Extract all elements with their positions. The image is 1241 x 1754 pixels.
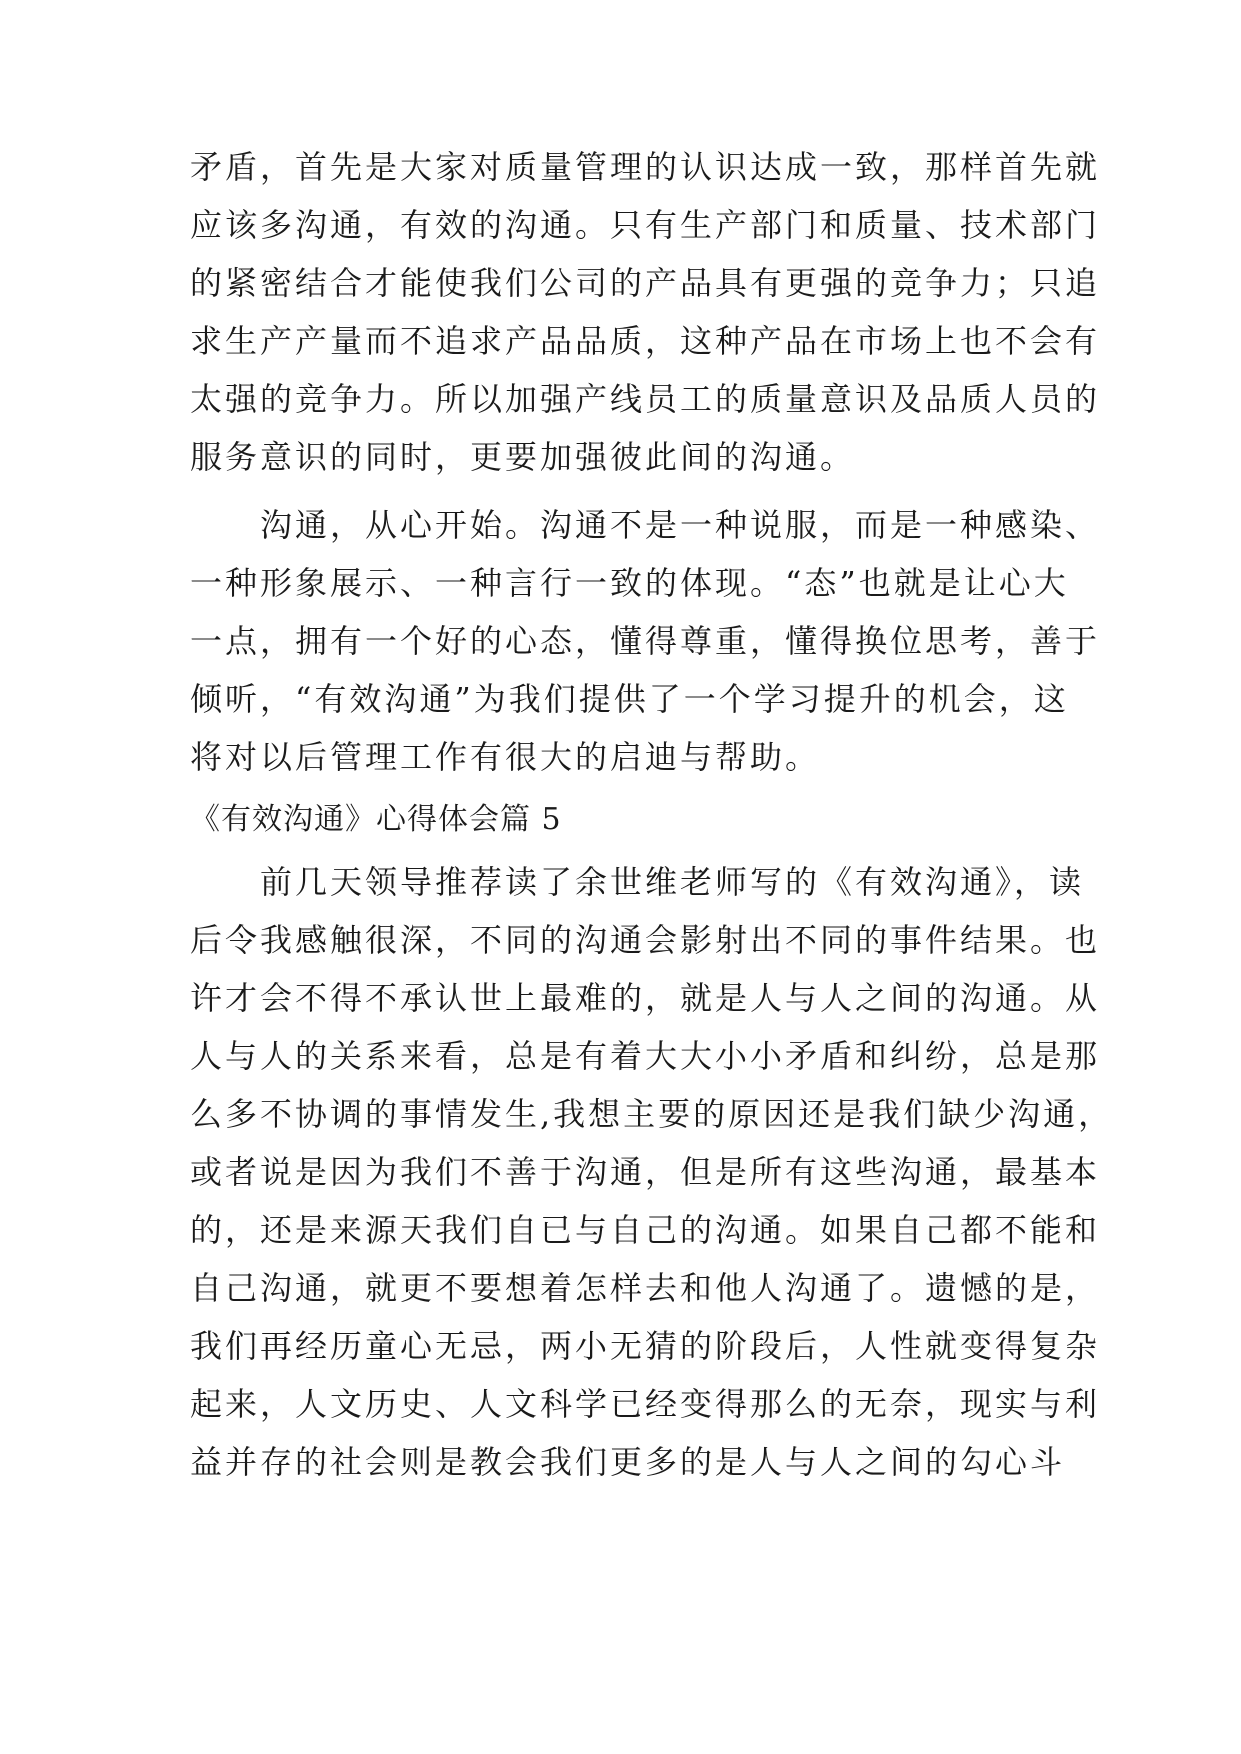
text-line: 沟通，从心开始。沟通不是一种说服，而是一种感染、 xyxy=(190,506,1101,544)
text-line: 许才会不得不承认世上最难的，就是人与人之间的沟通。从 xyxy=(190,979,1101,1017)
text-line: 一点，拥有一个好的心态，懂得尊重，懂得换位思考，善于 xyxy=(190,622,1101,660)
text-line: 起来，人文历史、人文科学已经变得那么的无奈，现实与利 xyxy=(190,1385,1101,1423)
text-line: 的紧密结合才能使我们公司的产品具有更强的竞争力；只追 xyxy=(190,264,1101,302)
text-line: 益并存的社会则是教会我们更多的是人与人之间的勾心斗 xyxy=(190,1443,1066,1481)
text-line: 一种形象展示、一种言行一致的体现。“态”也就是让心大 xyxy=(190,564,1069,602)
paragraph-essay-5 xyxy=(190,853,1114,1491)
text-line: 矛盾，首先是大家对质量管理的认识达成一致，那样首先就 xyxy=(190,148,1101,186)
text-line: 我们再经历童心无忌，两小无猜的阶段后，人性就变得复杂 xyxy=(190,1327,1101,1365)
text-line: 的，还是来源天我们自已与自己的沟通。如果自己都不能和 xyxy=(190,1211,1101,1249)
text-line: 将对以后管理工作有很大的启迪与帮助。 xyxy=(190,738,821,776)
text-line: 么多不协调的事情发生,我想主要的原因还是我们缺少沟通， xyxy=(190,1095,1114,1133)
text-line: 倾听，“有效沟通”为我们提供了一个学习提升的机会，这 xyxy=(190,680,1069,718)
text-line: 后令我感触很深，不同的沟通会影射出不同的事件结果。也 xyxy=(190,921,1101,959)
text-line: 服务意识的同时，更要加强彼此间的沟通。 xyxy=(190,438,856,476)
paragraph-communication-from-heart xyxy=(190,496,1101,786)
text-line: 应该多沟通，有效的沟通。只有生产部门和质量、技术部门 xyxy=(190,206,1101,244)
text-line: 太强的竞争力。所以加强产线员工的质量意识及品质人员的 xyxy=(190,380,1101,418)
text-line: 自己沟通，就更不要想着怎样去和他人沟通了。遗憾的是， xyxy=(190,1269,1101,1307)
text-line: 求生产产量而不追求产品品质，这种产品在市场上也不会有 xyxy=(190,322,1101,360)
section-heading: 《有效沟通》心得体会篇 5 xyxy=(190,802,562,837)
text-line: 人与人的关系来看，总是有着大大小小矛盾和纠纷，总是那 xyxy=(190,1037,1101,1075)
paragraph-quality-communication xyxy=(190,138,1101,486)
text-line: 或者说是因为我们不善于沟通，但是所有这些沟通，最基本 xyxy=(190,1153,1101,1191)
text-line: 前几天领导推荐读了余世维老师写的《有效沟通》，读 xyxy=(190,863,1085,901)
